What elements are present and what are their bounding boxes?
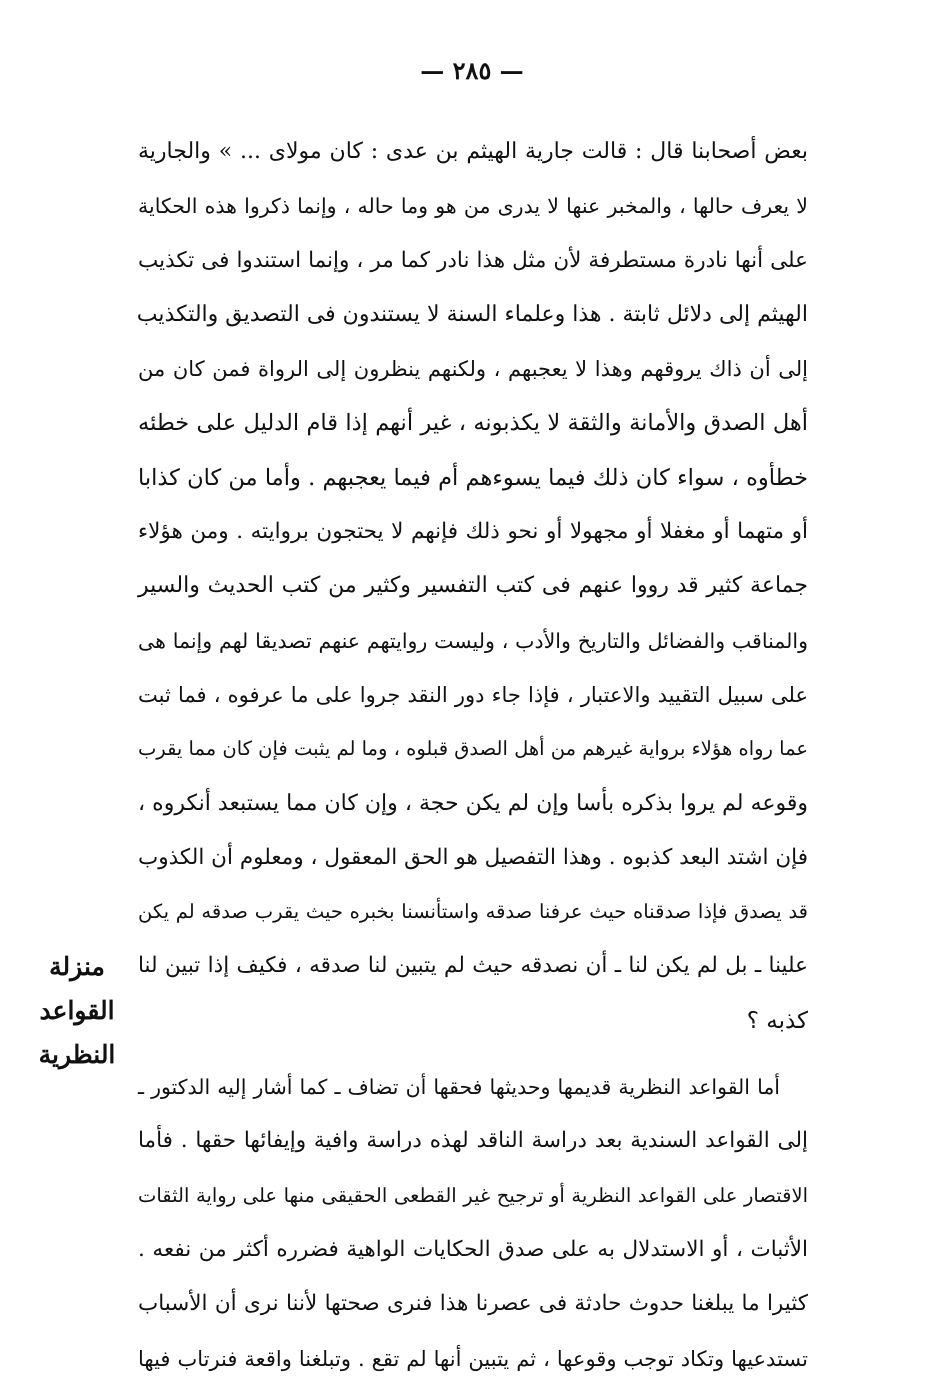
text-line: وقوعه لم يروا بذكره بأسا وإن لم يكن حجة ، وإن كان مما يستبعد أنكروه ، xyxy=(138,790,808,816)
text-line: فإن اشتد البعد كذبوه . وهذا التفصيل هو الحق المعقول ، ومعلوم أن الكذوب xyxy=(138,844,808,870)
text-line: تستدعيها وتكاد توجب وقوعها ، ثم يتبين أنها لم تقع . وتبلغنا واقعة فنرتاب فيها xyxy=(138,1346,808,1371)
text-line: كذبه ؟ xyxy=(746,1007,808,1034)
text-line: لا يعرف حالها ، والمخبر عنها لا يدرى من هو وما حاله ، وإنما ذكروا هذه الحكاية xyxy=(138,194,808,219)
text-line: أما القواعد النظرية قديمها وحديثها فحقها أن تضاف ـ كما أشار إليه الدكتور ـ xyxy=(138,1075,780,1100)
text-line: إلى أن ذاك يروقهم وهذا لا يعجبهم ، ولكنهم ينظرون إلى الرواة فمن كان من xyxy=(138,357,808,382)
text-line: كثيرا ما يبلغنا حدوث حادثة فى عصرنا هذا فنرى صحتها لأننا نرى أن الأسباب xyxy=(138,1291,808,1317)
text-line: خطأوه ، سواء كان ذلك فيما يسوءهم أم فيما يعجبهم . وأما من كان كذابا xyxy=(138,464,808,491)
body-text xyxy=(138,125,808,1386)
paragraph-1 xyxy=(138,125,808,1048)
text-line: أو متهما أو مغفلا أو مجهولا أو نحو ذلك فإنهم لا يحتجون بروايته . ومن هؤلاء xyxy=(138,519,808,545)
margin-heading-line: القواعد xyxy=(39,996,115,1025)
text-line: عما رواه هؤلاء برواية غيرهم من أهل الصدق قبلوه ، وما لم يثبت فإن كان مما يقرب xyxy=(137,737,808,761)
margin-heading-line: النظرية xyxy=(38,1040,116,1069)
margin-heading-line: منزلة xyxy=(49,952,105,981)
text-line: الأثبات ، أو الاستدلال به على صدق الحكايات الواهية فضرره أكثر من نفعه . xyxy=(138,1236,808,1262)
text-line: على أنها نادرة مستطرفة لأن مثل هذا نادر كما مر ، وإنما استندوا فى تكذيب xyxy=(138,247,808,273)
text-line: والمناقب والفضائل والتاريخ والأدب ، وليست روايتهم عنهم تصديقا لهم وإنما هى xyxy=(138,628,808,653)
text-line: جماعة كثير قد رووا عنهم فى كتب التفسير وكثير من كتب الحديث والسير xyxy=(138,573,808,599)
margin-heading xyxy=(22,945,132,1077)
text-line: علينا ـ بل لم يكن لنا ـ أن نصدقه حيث لم يتبين لنا صدقه ، فكيف إذا تبين لنا xyxy=(138,953,808,979)
text-line: الهيثم إلى دلائل ثابتة . هذا وعلماء السنة لا يستندون فى التصديق والتكذيب xyxy=(136,301,808,327)
text-line: إلى القواعد السندية بعد دراسة الناقد لهذه دراسة وافية وإيفائها حقها . فأما xyxy=(138,1128,808,1154)
paragraph-gap xyxy=(138,1048,808,1060)
text-line: الاقتصار على القواعد النظرية أو ترجيح غير القطعى الحقيقى منها على رواية الثقات xyxy=(138,1183,808,1207)
text-line: بعض أصحابنا قال : قالت جارية الهيثم بن عدى : كان مولاى ... » والجارية xyxy=(138,139,808,164)
text-line: على سبيل التقييد والاعتبار ، فإذا جاء دور النقد جروا على ما عرفوه ، فما ثبت xyxy=(138,682,808,707)
page-number: — ٢٨٥ — xyxy=(420,56,524,85)
paragraph-2 xyxy=(138,1060,808,1386)
text-line: أهل الصدق والأمانة والثقة لا يكذبونه ، غير أنهم إذا قام الدليل على خطئه xyxy=(138,410,808,437)
text-line: قد يصدق فإذا صدقناه حيث عرفنا صدقه واستأنسنا بخبره حيث يقرب صدقه لم يكن xyxy=(138,900,808,924)
